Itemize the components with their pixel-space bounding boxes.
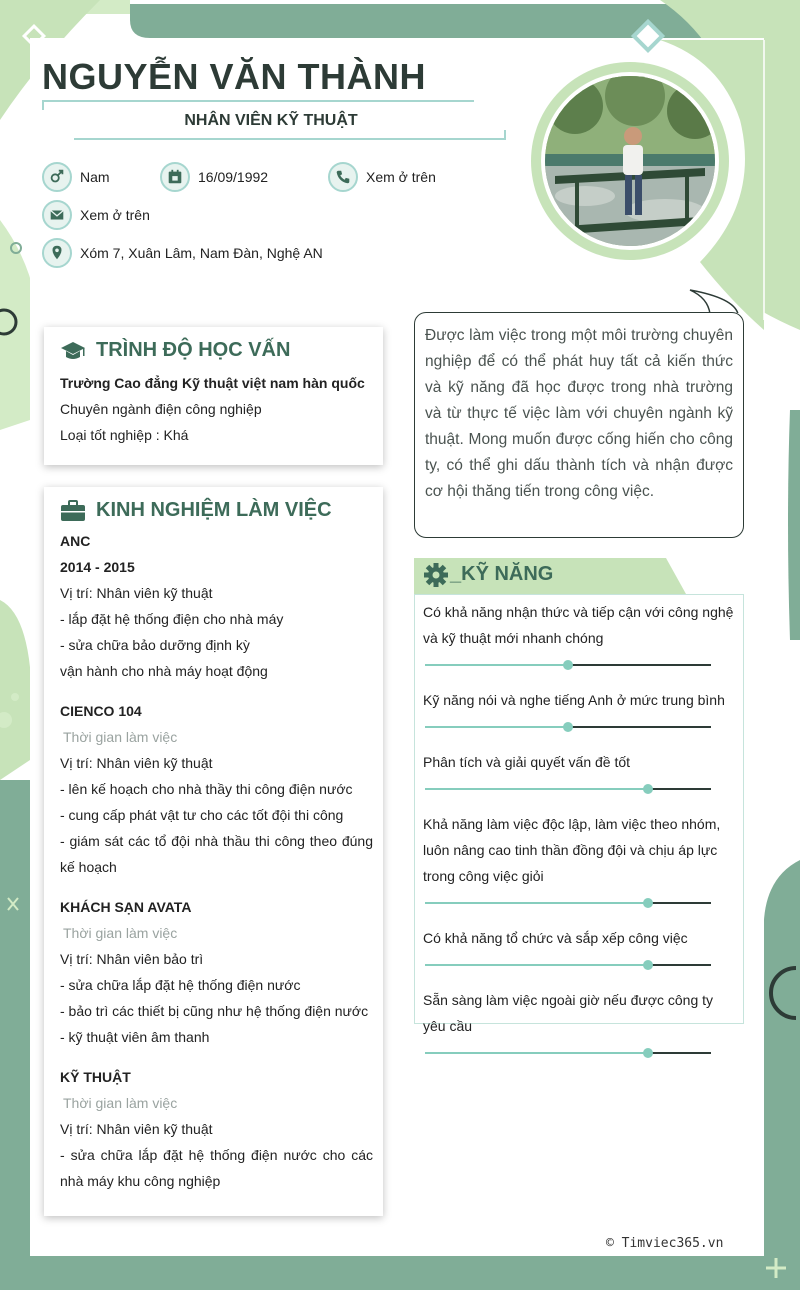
footer-credit: © Timviec365.vn	[606, 1236, 724, 1251]
skill-level-marker	[643, 960, 653, 970]
job-detail: - giám sát các tổ đội nhà thầu thi công theo đúng kế hoạch	[60, 833, 373, 875]
experience-heading	[60, 499, 373, 522]
gender-value: Nam	[80, 169, 110, 185]
skill-level-marker	[563, 722, 573, 732]
skill-level-bar	[425, 655, 711, 675]
skill-label: Kỹ năng nói và nghe tiếng Anh ở mức trung bình	[423, 692, 725, 708]
education-section	[44, 327, 383, 465]
name-underline	[42, 100, 474, 102]
skill-item	[423, 745, 735, 799]
job-detail: vận hành cho nhà máy hoạt động	[60, 663, 268, 679]
job-spacer	[60, 1050, 373, 1064]
job-detail: - lên kế hoạch cho nhà thầy thi công điện nước	[60, 781, 353, 797]
graduation-cap-icon	[60, 340, 86, 362]
job-spacer	[60, 880, 373, 894]
skill-label: Có khả năng nhận thức và tiếp cận với công nghệ và kỹ thuật mới nhanh chóng	[423, 604, 734, 646]
job-detail: Vị trí: Nhân viên kỹ thuật	[60, 585, 213, 601]
skill-item	[423, 683, 735, 737]
education-heading	[60, 339, 367, 362]
skill-level-marker	[563, 660, 573, 670]
job-period: Thời gian làm việc	[63, 925, 178, 941]
skills-heading	[414, 558, 686, 594]
skill-item	[423, 921, 735, 975]
skill-level-bar	[425, 779, 711, 799]
birthday-info	[160, 162, 268, 192]
skill-item	[423, 595, 735, 675]
job-detail: - cung cấp phát vật tư cho các tốt đội thi công	[60, 807, 344, 823]
skill-bar-fill	[425, 964, 648, 966]
address-info	[42, 238, 323, 268]
skill-level-marker	[643, 898, 653, 908]
email-info	[42, 200, 150, 230]
job-period: 2014 - 2015	[60, 559, 135, 575]
job-company: CIENCO 104	[60, 703, 142, 719]
job-period: Thời gian làm việc	[63, 1095, 178, 1111]
mail-icon	[42, 200, 72, 230]
job-detail: - sửa chữa bảo dưỡng định kỳ	[60, 637, 250, 653]
job-company: ANC	[60, 533, 91, 549]
career-objective	[414, 312, 744, 538]
experience-heading-text: KINH NGHIỆM LÀM VIỆC	[96, 499, 332, 521]
title-underline	[74, 138, 506, 140]
briefcase-icon	[60, 500, 86, 522]
job-detail: - lắp đặt hệ thống điện cho nhà máy	[60, 611, 284, 627]
birthday-value: 16/09/1992	[198, 169, 269, 185]
skill-label: Có khả năng tổ chức và sắp xếp công việc	[423, 930, 688, 946]
skill-level-bar	[425, 1043, 711, 1063]
job-company: KHÁCH SẠN AVATA	[60, 899, 192, 915]
avatar	[541, 72, 719, 250]
skill-level-marker	[643, 784, 653, 794]
skill-label: Phân tích và giải quyết vấn đề tốt	[423, 754, 631, 770]
job-detail: Vị trí: Nhân viên kỹ thuật	[60, 755, 213, 771]
job-detail: - sửa chữa lắp đặt hệ thống điện nước cho các nhà máy khu công nghiệp	[60, 1147, 373, 1189]
skill-bar-fill	[425, 726, 568, 728]
education-major: Chuyên ngành điện công nghiệp	[60, 401, 262, 417]
job-detail: - kỹ thuật viên âm thanh	[60, 1029, 210, 1045]
candidate-name: NGUYỄN VĂN THÀNH	[42, 56, 427, 97]
education-heading-text: TRÌNH ĐỘ HỌC VẤN	[96, 339, 291, 361]
objective-text: Được làm việc trong một môi trường chuyên nghiệp để có thể phát huy tất cả kiến thức và kỹ năng đã học được trong nhà trường và từ thực tế việc làm với chuyên ngành kỹ thuật. Mong muốn được cống hiến cho công ty, có thể ghi dấu thành tích và nhận được cơ hội thăng tiến trong công việc.	[425, 327, 733, 500]
skill-item	[423, 983, 735, 1063]
gender-info	[42, 162, 110, 192]
job-spacer	[60, 684, 373, 698]
phone-icon	[328, 162, 358, 192]
skill-item	[423, 807, 735, 913]
gender-icon	[42, 162, 72, 192]
skill-bar-fill	[425, 1052, 648, 1054]
job-detail: Vị trí: Nhân viên bảo trì	[60, 951, 204, 967]
job-detail: Vị trí: Nhân viên kỹ thuật	[60, 1121, 213, 1137]
skill-bar-fill	[425, 788, 648, 790]
education-grade: Loại tốt nghiệp : Khá	[60, 427, 189, 443]
skill-level-bar	[425, 717, 711, 737]
job-period: Thời gian làm việc	[63, 729, 178, 745]
skill-label: Sẵn sàng làm việc ngoài giờ nếu được công ty yêu cầu	[423, 992, 714, 1034]
school-name: Trường Cao đẳng Kỹ thuật việt nam hàn quốc	[60, 375, 365, 391]
job-company: KỸ THUẬT	[60, 1069, 131, 1085]
skills-heading-text: _KỸ NĂNG	[450, 563, 554, 585]
job-detail: - bảo trì các thiết bị cũng như hệ thống điện nước	[60, 1003, 369, 1019]
skill-bar-fill	[425, 664, 568, 666]
skill-bar-fill	[425, 902, 648, 904]
skill-level-bar	[425, 955, 711, 975]
job-list	[60, 528, 373, 1194]
calendar-icon	[160, 162, 190, 192]
skills-list	[414, 594, 744, 1034]
job-title: NHÂN VIÊN KỸ THUẬT	[184, 112, 358, 129]
job-detail: - sửa chữa lắp đặt hệ thống điện nước	[60, 977, 301, 993]
profile-photo	[545, 76, 715, 246]
skill-label: Khả năng làm việc độc lập, làm việc theo nhóm, luôn nâng cao tinh thần đồng đội và chịu áp lực trong công việc giỏi	[423, 816, 721, 884]
skill-level-marker	[643, 1048, 653, 1058]
email-value: Xem ở trên	[80, 207, 150, 223]
location-pin-icon	[42, 238, 72, 268]
phone-info	[328, 162, 436, 192]
address-value: Xóm 7, Xuân Lâm, Nam Đàn, Nghệ AN	[80, 245, 323, 261]
skill-level-bar	[425, 893, 711, 913]
phone-value: Xem ở trên	[366, 169, 436, 185]
experience-section	[44, 487, 383, 1216]
